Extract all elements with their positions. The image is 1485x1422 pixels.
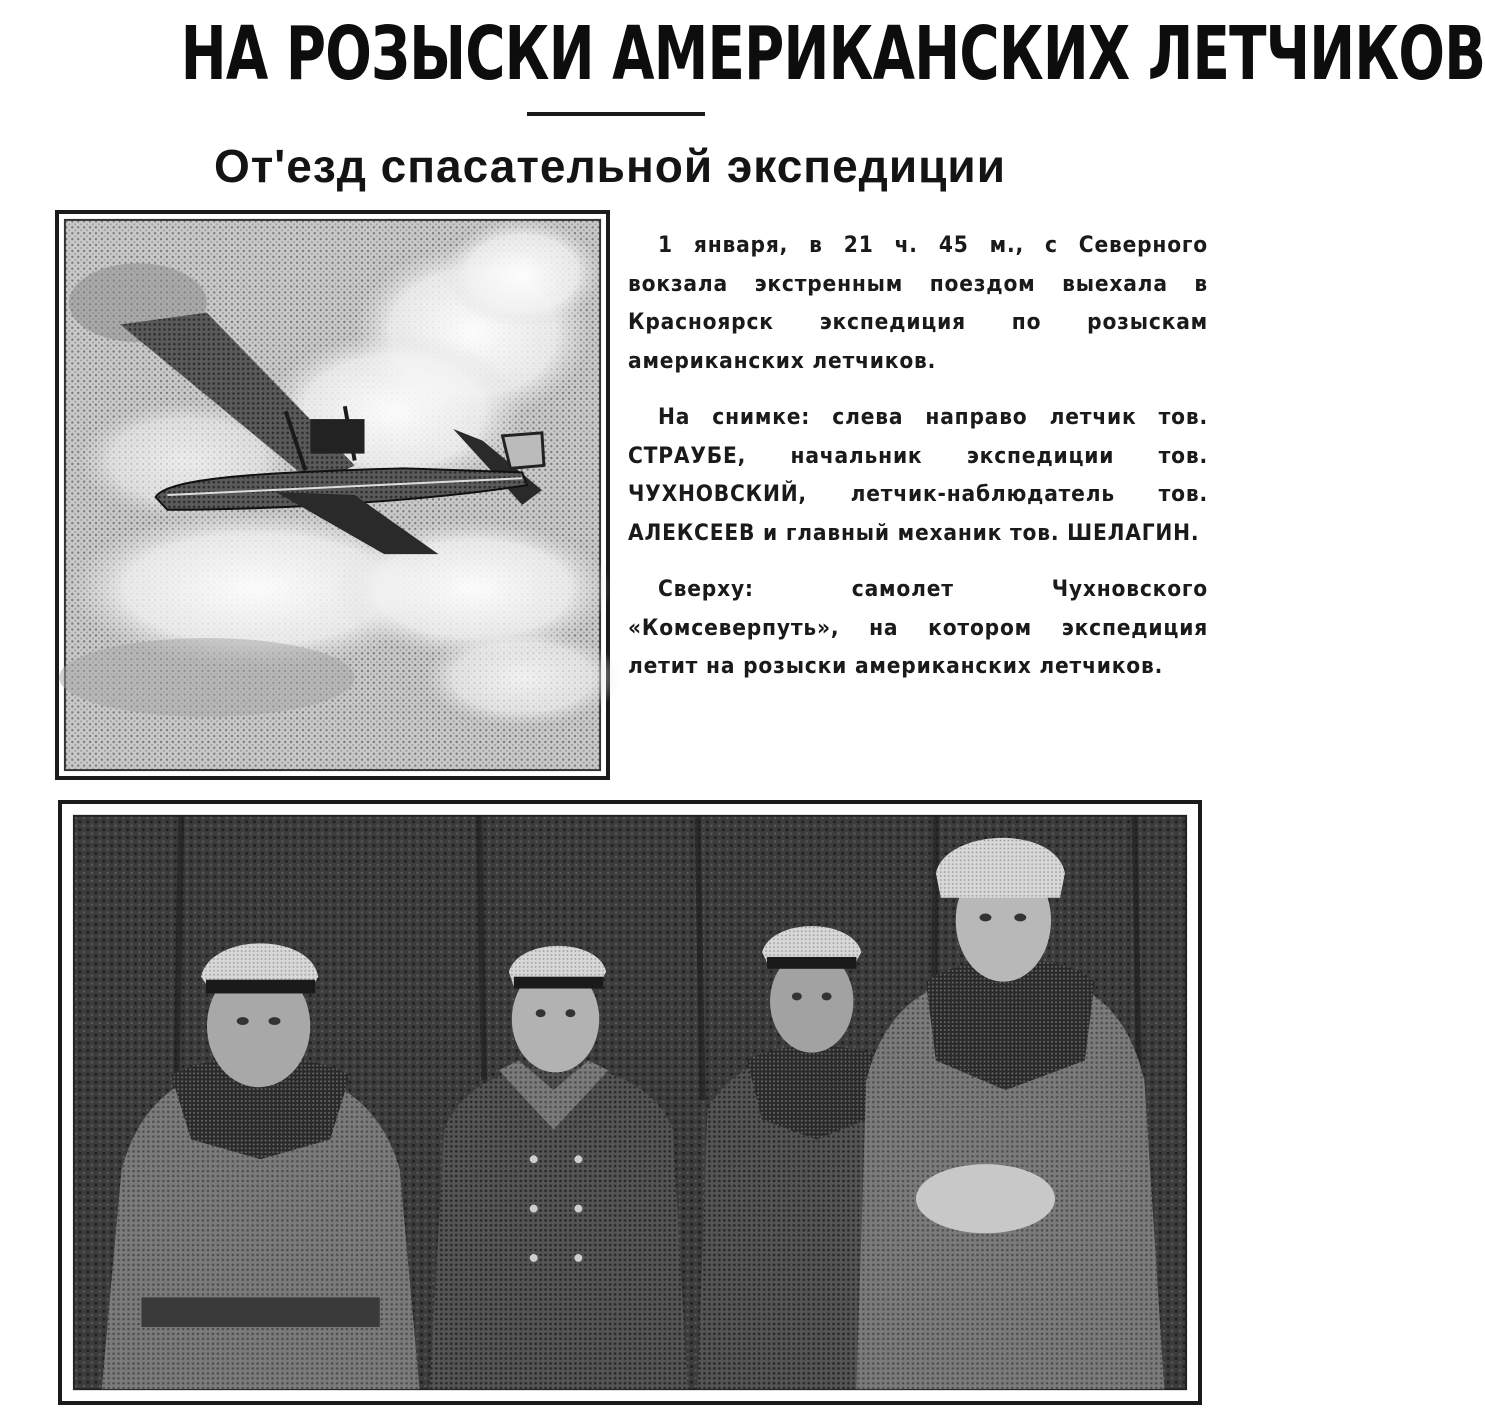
article-paragraph-3: Сверху: самолет Чухновского «Комсеверпуть», на котором экспедиция летит на розыски американских летчиков. <box>628 576 1208 679</box>
headline: НА РОЗЫСКИ АМЕРИКАНСКИХ ЛЕТЧИКОВ <box>180 11 1485 97</box>
expedition-members-illustration <box>62 804 1198 1401</box>
headline-divider <box>527 112 705 116</box>
article-paragraph-2: На снимке: слева направо летчик тов. СТРАУБЕ, начальник экспедиции тов. ЧУХНОВСКИЙ, летчик-наблюдатель тов. АЛЕКСЕЕВ и главный механик тов. ШЕЛАГИН. <box>628 404 1208 546</box>
article-body <box>628 226 1208 704</box>
subheadline: От'езд спасательной экспедиции <box>214 140 1006 192</box>
article-paragraph-1: 1 января, в 21 ч. 45 м., с Северного вокзала экстренным поездом выехала в Красноярск экспедиция по розыскам американских летчиков. <box>628 232 1208 374</box>
seaplane-photo <box>55 210 610 780</box>
expedition-members-photo <box>58 800 1202 1405</box>
seaplane-illustration <box>59 214 606 776</box>
